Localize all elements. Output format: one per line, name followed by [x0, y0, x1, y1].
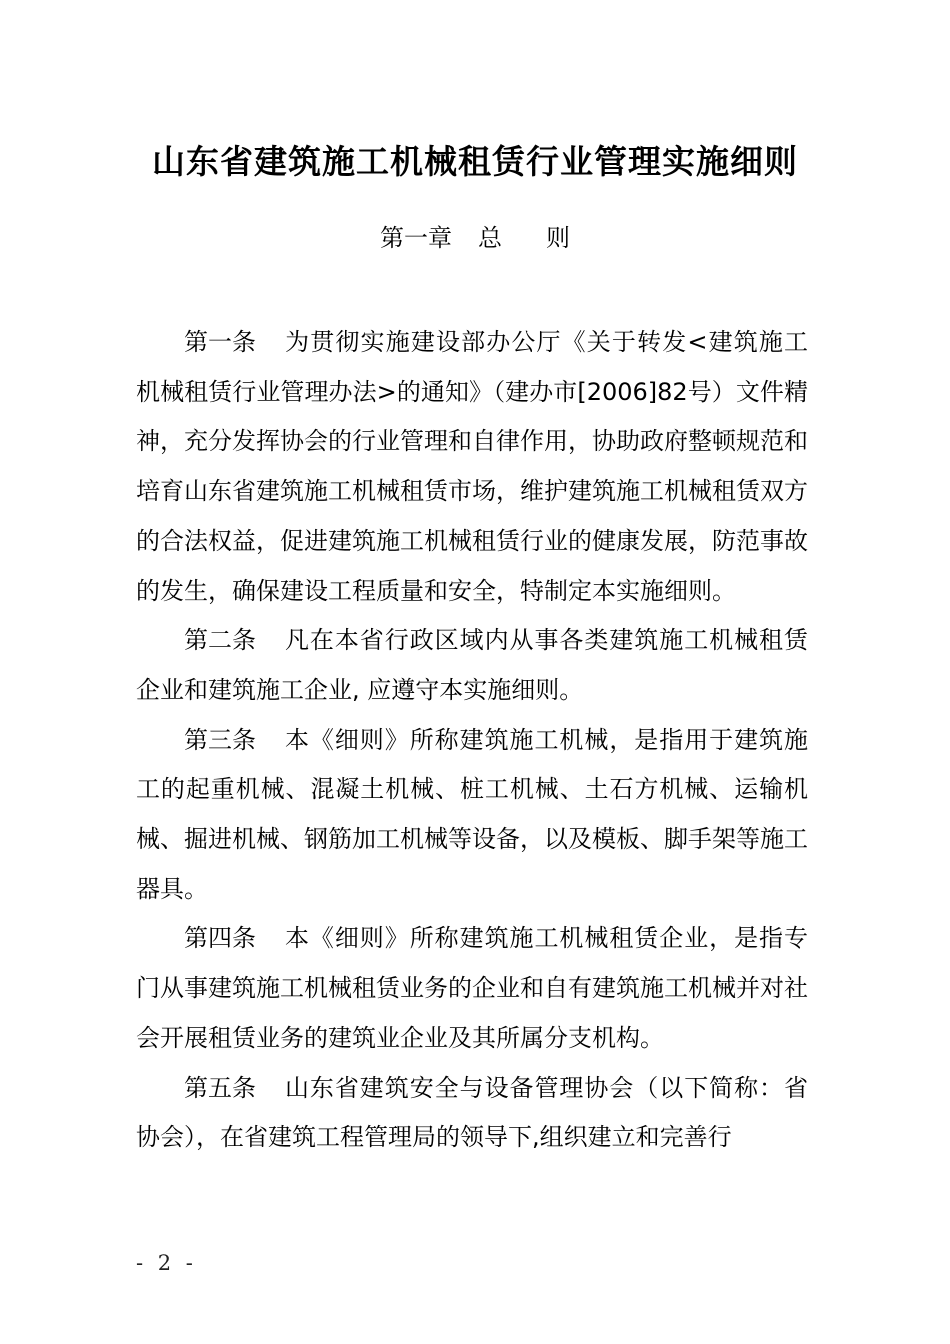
article-text: 为贯彻实施建设部办公厅《关于转发<建筑施工机械租赁行业管理办法>的通知》（建办市[2006]82号）文件精神，充分发挥协会的行业管理和自律作用，协助政府整顿规范和培育山东省建筑施工机械租赁市场，维护建筑施工机械租赁双方的合法权益，促进建筑施工机械租赁行业的健康发展，防范事故的发生，确保建设工程质量和安全，特制定本实施细则。	[136, 328, 808, 605]
document-title: 山东省建筑施工机械租赁行业管理实施细则	[152, 142, 798, 182]
article-label: 第三条	[184, 725, 256, 754]
article-3	[136, 716, 808, 915]
article-label: 第一条	[184, 328, 256, 356]
article-1	[136, 318, 808, 616]
article-text: 凡在本省行政区域内从事各类建筑施工机械租赁企业和建筑施工企业, 应遵守本实施细则。	[136, 626, 808, 704]
article-text: 本《细则》所称建筑施工机械，是指用于建筑施工的起重机械、混凝土机械、桩工机械、土石方机械、运输机械、掘进机械、钢筋加工机械等设备，以及模板、脚手架等施工器具。	[136, 725, 808, 903]
article-text: 山东省建筑安全与设备管理协会（以下简称：省协会），在省建筑工程管理局的领导下,组织建立和完善行	[136, 1073, 808, 1152]
article-4	[136, 914, 808, 1063]
document-body	[136, 318, 808, 1163]
article-label: 第二条	[184, 626, 256, 655]
chapter-name-part2: 则	[546, 224, 570, 252]
page-number: - 2 -	[136, 1251, 197, 1275]
chapter-heading	[0, 220, 950, 256]
article-text: 本《细则》所称建筑施工机械租赁企业，是指专门从事建筑施工机械租赁业务的企业和自有建筑施工机械并对社会开展租赁业务的建筑业企业及其所属分支机构。	[136, 924, 808, 1052]
chapter-number: 第一章	[380, 224, 452, 252]
article-label: 第五条	[184, 1073, 256, 1102]
chapter-name-part1: 总	[478, 224, 502, 252]
article-label: 第四条	[184, 924, 256, 953]
article-2	[136, 616, 808, 715]
article-5	[136, 1064, 808, 1163]
